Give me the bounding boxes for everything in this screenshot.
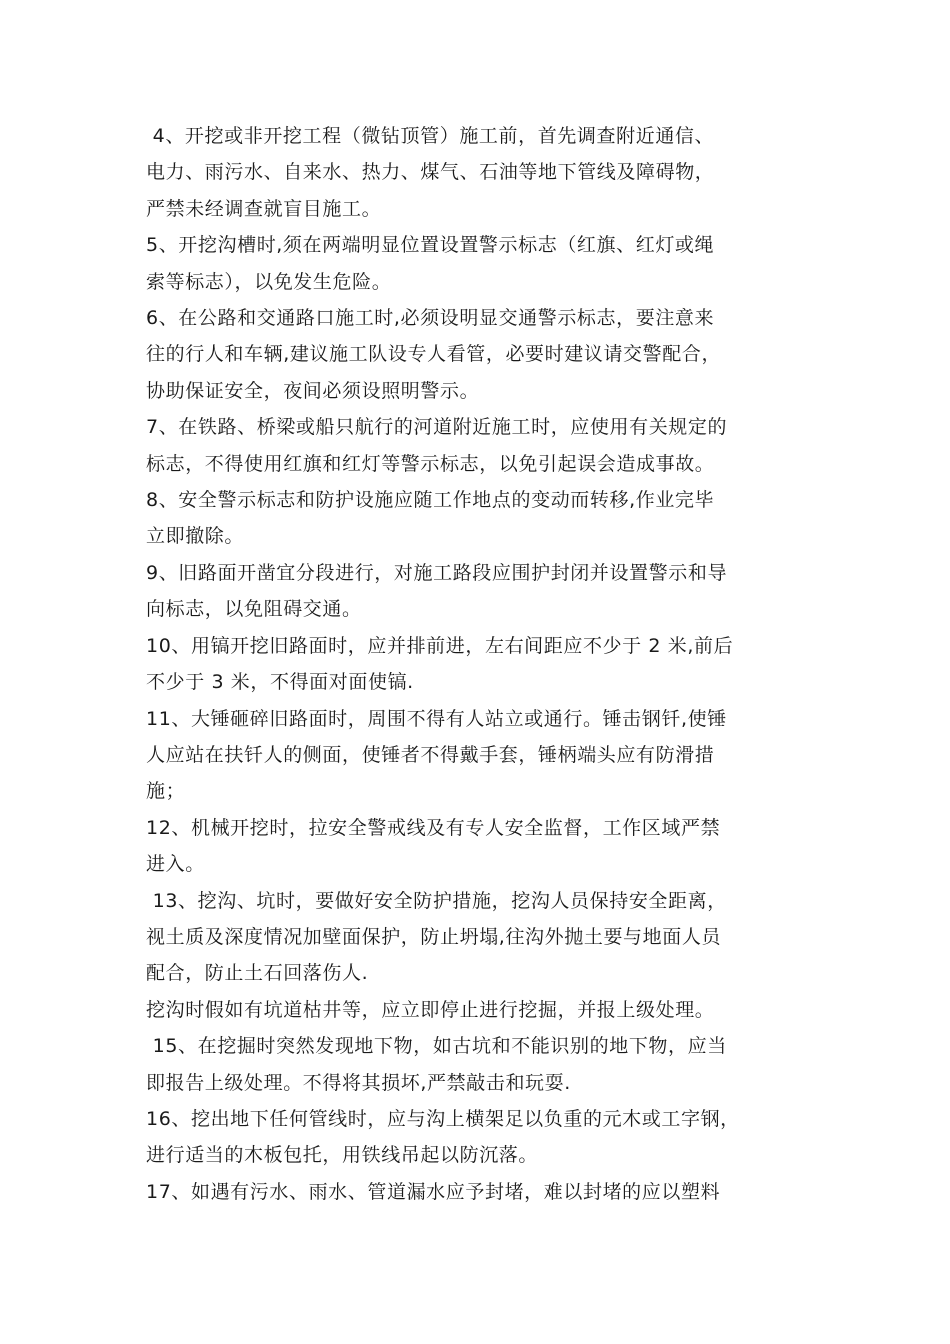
paragraph-unnumbered: 挖沟时假如有坑道枯井等，应立即停止进行挖掘，并报上级处理。 — [146, 998, 715, 1021]
paragraph-item-4: 4、开挖或非开挖工程（微钻顶管）施工前，首先调查附近通信、 电力、雨污水、自来水、热力、煤气、石油等地下管线及障碍物， 严禁未经调查就盲目施工。 — [146, 125, 715, 220]
paragraph-item-15: 15、在挖掘时突然发现地下物，如古坑和不能识别的地下物，应当 即报告上级处理。不得将其损坏,严禁敲击和玩耍. — [146, 1035, 727, 1094]
paragraph-item-8: 8、安全警示标志和防护设施应随工作地点的变动而转移,作业完毕 立即撤除。 — [146, 489, 715, 548]
paragraph-item-10: 10、用镐开挖旧路面时，应并排前进，左右间距应不少于 2 米,前后 不少于 3 米，不得面对面使镐. — [146, 634, 734, 694]
paragraph-item-5: 5、开挖沟槽时,须在两端明显位置设置警示标志（红旗、红灯或绳 索等标志），以免发生危险。 — [146, 234, 715, 293]
paragraph-item-7: 7、在铁路、桥梁或船只航行的河道附近施工时，应使用有关规定的 标志，不得使用红旗和红灯等警示标志，以免引起误会造成事故。 — [146, 416, 728, 475]
paragraph-item-11: 11、大锤砸碎旧路面时，周围不得有人站立或通行。锤击钢钎,使锤 人应站在扶钎人的侧面，使锤者不得戴手套，锤柄端头应有防滑措 施； — [146, 707, 727, 803]
paragraph-item-12: 12、机械开挖时，拉安全警戒线及有专人安全监督，工作区域严禁 进入。 — [146, 816, 721, 876]
paragraph-item-6: 6、在公路和交通路口施工时,必须设明显交通警示标志，要注意来 往的行人和车辆,建议施工队设专人看管，必要时建议请交警配合， 协助保证安全，夜间必须设照明警示。 — [146, 307, 722, 402]
paragraph-item-13: 13、挖沟、坑时，要做好安全防护措施，挖沟人员保持安全距离， 视土质及深度情况加壁面保护，防止坍塌,往沟外抛土要与地面人员 配合，防止土石回落伤人. — [146, 889, 727, 985]
document-body — [146, 118, 826, 1210]
paragraph-item-16: 16、挖出地下任何管线时，应与沟上横架足以负重的元木或工字钢， 进行适当的木板包托，用铁线吊起以防沉落。 — [146, 1107, 740, 1167]
paragraph-item-9: 9、旧路面开凿宜分段进行，对施工路段应围护封闭并设置警示和导 向标志，以免阻碍交通。 — [146, 561, 728, 621]
paragraph-item-17: 17、如遇有污水、雨水、管道漏水应予封堵，难以封堵的应以塑料 — [146, 1180, 721, 1203]
